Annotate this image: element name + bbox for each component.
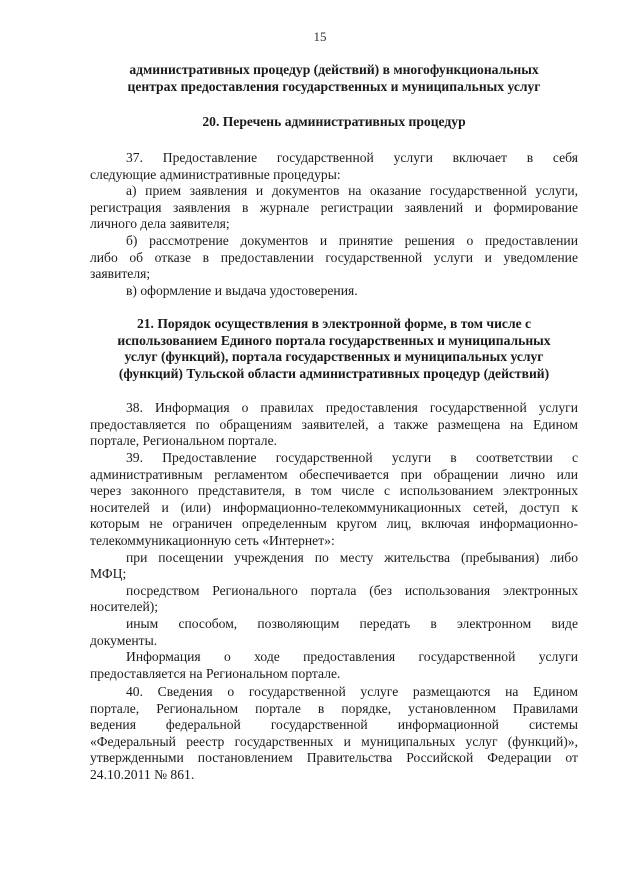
- paragraph-line: следующие административные процедуры:: [90, 166, 341, 182]
- intro-heading-line: центрах предоставления государственных и муниципальных услуг: [127, 78, 541, 94]
- list-item-a-line: а) прием заявления и документов на оказание государственной услуги,: [126, 183, 578, 199]
- list-item-line: посредством Регионального портала (без использования электронных: [126, 582, 578, 598]
- section-title-line: (функций) Тульской области административных процедур (действий): [118, 365, 550, 381]
- list-item-b-line: б) рассмотрение документов и принятие решения о предоставлении: [126, 232, 578, 248]
- paragraph-line: 38. Информация о правилах предоставления государственной услуги: [126, 400, 578, 415]
- list-item-b-line: заявителя;: [90, 266, 151, 282]
- paragraph-line: 24.10.2011 № 861.: [90, 766, 195, 782]
- page-number: 15: [313, 29, 327, 44]
- section-20-title: [90, 114, 578, 131]
- paragraph-line: которым не ограничен определенным кругом лиц, включая информационно-: [90, 516, 578, 532]
- paragraph-line: носителей и (или) информационно-телекоммуникационных сетей, доступ к: [90, 499, 578, 515]
- paragraph-38: [90, 400, 578, 450]
- list-item-line: МФЦ;: [90, 566, 127, 582]
- paragraph-39: [90, 450, 578, 682]
- paragraph-line: портале, Региональном портале в порядке, установленном Правилами: [90, 700, 578, 716]
- paragraph-line: утвержденными постановлением Правительства Российской Федерации от: [90, 750, 578, 766]
- list-item-line: носителей);: [90, 599, 159, 615]
- list-item-a-line: регистрация заявления в журнале регистрации заявлений и формирование: [90, 199, 578, 215]
- paragraph-37: [90, 150, 578, 299]
- paragraph-line: предоставляется на Региональном портале.: [90, 665, 341, 681]
- paragraph-line: телекоммуникационную сеть «Интернет»:: [90, 532, 335, 548]
- intro-heading-line: административных процедур (действий) в многофункциональных: [129, 62, 539, 77]
- paragraph-line: 37. Предоставление государственной услуги включает в себя: [126, 150, 578, 165]
- paragraph-line: ведения федеральной государственной информационной системы: [90, 717, 578, 733]
- list-item-c-line: в) оформление и выдача удостоверения.: [126, 282, 358, 298]
- paragraph-line: через законного представителя, в том числе с использованием электронных: [90, 483, 578, 499]
- paragraph-line: предоставляется по обращениям заявителей, а также размещена на Едином: [90, 416, 578, 432]
- intro-heading: [90, 62, 578, 95]
- paragraph-line: Информация о ходе предоставления государственной услуги: [126, 649, 578, 665]
- paragraph-line: 39. Предоставление государственной услуги в соответствии с: [126, 450, 578, 465]
- list-item-line: документы.: [90, 632, 158, 648]
- paragraph-40: [90, 684, 578, 784]
- section-title-line: 21. Порядок осуществления в электронной форме, в том числе с: [136, 316, 532, 331]
- list-item-line: иным способом, позволяющим передать в электронном виде: [126, 615, 578, 631]
- paragraph-line: 40. Сведения о государственной услуге размещаются на Едином: [126, 684, 578, 699]
- section-title-line: использованием Единого портала государственных и муниципальных: [117, 332, 551, 348]
- list-item-b-line: либо об отказе в предоставлении государственной услуги и уведомление: [90, 249, 578, 265]
- list-item-line: при посещении учреждения по месту жительства (пребывания) либо: [126, 549, 578, 565]
- list-item-a-line: личного дела заявителя;: [90, 216, 230, 232]
- paragraph-line: «Федеральный реестр государственных и муниципальных услуг (функций)»,: [90, 733, 578, 749]
- section-title-line: услуг (функций), портала государственных и муниципальных услуг: [124, 349, 544, 365]
- section-title-text: 20. Перечень административных процедур: [202, 114, 466, 129]
- paragraph-line: портале, Региональном портале.: [90, 433, 278, 449]
- section-21-title: [90, 316, 578, 382]
- paragraph-line: административным регламентом обеспечивается при обращении лично или: [90, 466, 578, 482]
